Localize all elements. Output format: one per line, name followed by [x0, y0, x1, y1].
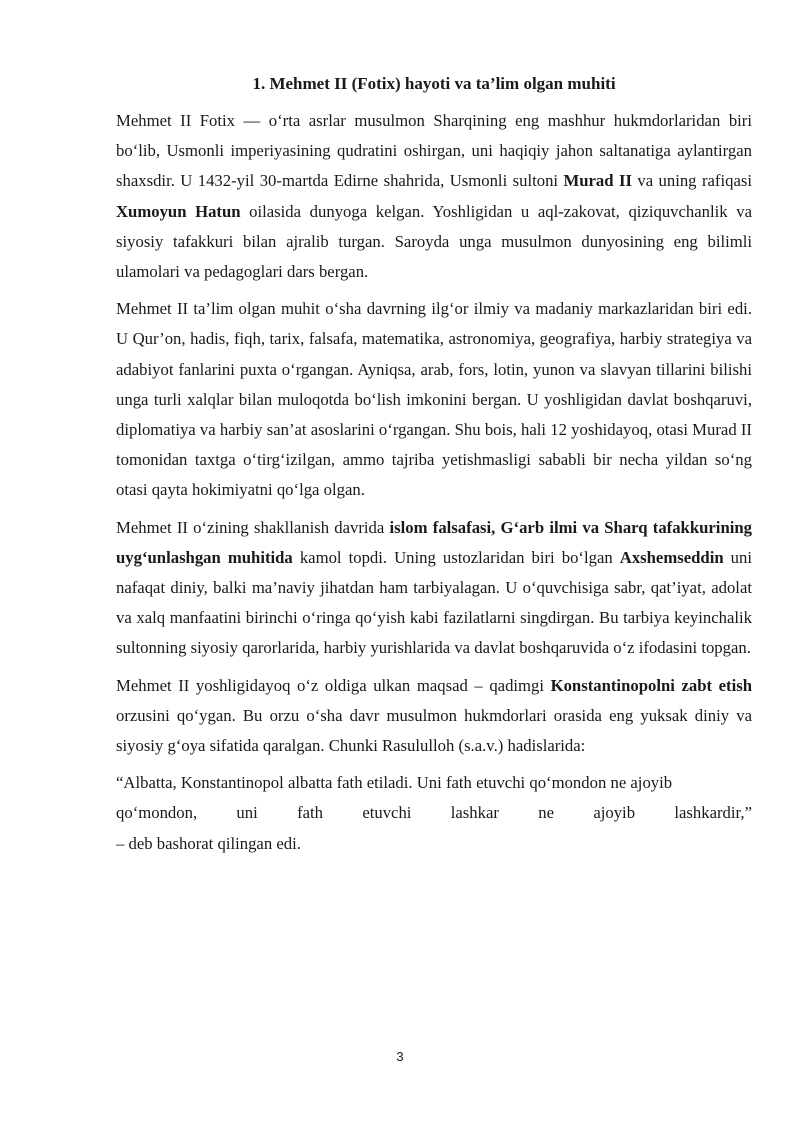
paragraph-1-text-a: Mehmet II Fotix — o‘rta asrlar musulmon Sharqining eng mashhur hukmdorlaridan biri bo‘lib, Usmonli imperiyasining qudratini oshirgan, uni haqiqiy jahon saltanatiga aylantirgan shaxsdir. U 1432-yil 30-martda Edirne shahrida, Usmonli sultoni	[116, 111, 752, 191]
paragraph-3	[116, 513, 752, 664]
hadith-quote	[116, 768, 752, 859]
paragraph-3-text-c: uni nafaqat diniy, balki ma’naviy jihatdan ham tarbiyalagan. U o‘quvchisiga sabr, qat’iyat, adolat va xalq manfaatini birinchi o‘ringa qo‘yish kabi fazilatlarni singdirgan. Bu tarbiya keyinchalik sultonning siyosiy qarorlarida, harbiy yurishlarida va davlat boshqaruvida o‘z ifodasini topgan.	[116, 547, 753, 658]
paragraph-2: Mehmet II ta’lim olgan muhit o‘sha davrning ilg‘or ilmiy va madaniy markazlaridan biri edi. U Qur’on, hadis, fiqh, tarix, falsafa, matematika, astronomiya, geografiya, harbiy strategiya va adabiyot fanlarini puxta o‘rgangan. Ayniqsa, arab, fors, lotin, yunon va slavyan tillarini bilishi unga turli xalqlar bilan muloqotda bo‘lish imkonini bergan. U yoshligidan davlat boshqaruvi, diplomatiya va harbiy san’at asoslarini o‘rgangan. Shu bois, hali 12 yoshidayoq, otasi Murad II tomonidan taxtga o‘tirg‘izilgan, ammo tajriba yetishmasligi sababli bir necha yildan so‘ng otasi qayta hokimiyatni qo‘lga olgan.	[116, 299, 752, 500]
bold-xumoyun-hatun: Xumoyun Hatun	[116, 201, 241, 221]
paragraph-1-text-c: oilasida dunyoga kelgan. Yoshligidan u aql-zakovat, qiziquvchanlik va siyosiy tafakkuri bilan ajralib turgan. Saroyda unga musulmon dunyosining eng bilimli ulamolari va pedagoglari dars bergan.	[116, 201, 752, 282]
page-number: 3	[396, 1049, 404, 1064]
paragraph-3-text-b: kamol topdi. Uning ustozlaridan biri bo‘lgan	[292, 547, 620, 567]
document-page	[116, 72, 752, 859]
paragraph-4-text-a: Mehmet II yoshligidayoq o‘z oldiga ulkan maqsad – qadimgi	[116, 675, 551, 695]
quote-line-1: “Albatta, Konstantinopol albatta fath etiladi. Uni fath etuvchi qo‘mondon ne ajoyib	[116, 773, 673, 793]
paragraph-1-text-b: va uning rafiqasi	[631, 171, 752, 191]
bold-konstantinopolni: Konstantinopolni zabt etish	[550, 675, 752, 695]
paragraph-3-text-a: Mehmet II o‘zining shakllanish davrida	[116, 517, 390, 537]
section-title: 1. Mehmet II (Fotix) hayoti va ta’lim olgan muhiti	[252, 74, 616, 93]
bold-islom-falsafasi: islom falsafasi, G‘arb ilmi va Sharq tafakkurining uyg‘unlashgan muhitida	[116, 517, 752, 567]
paragraph-1	[116, 106, 752, 287]
quote-line-3: – deb bashorat qilingan edi.	[116, 833, 301, 853]
quote-line-2: qo‘mondon, uni fath etuvchi lashkar ne ajoyib lashkardir,”	[116, 803, 752, 823]
paragraph-4	[116, 671, 752, 762]
bold-axshemseddin: Axshemseddin	[619, 547, 724, 567]
paragraph-4-text-b: orzusini qo‘ygan. Bu orzu o‘sha davr musulmon hukmdorlari orasida eng yuksak diniy va siyosiy g‘oya sifatida qaralgan. Chunki Rasululloh (s.a.v.) hadislarida:	[116, 705, 752, 756]
bold-murad-ii: Murad II	[563, 171, 632, 191]
